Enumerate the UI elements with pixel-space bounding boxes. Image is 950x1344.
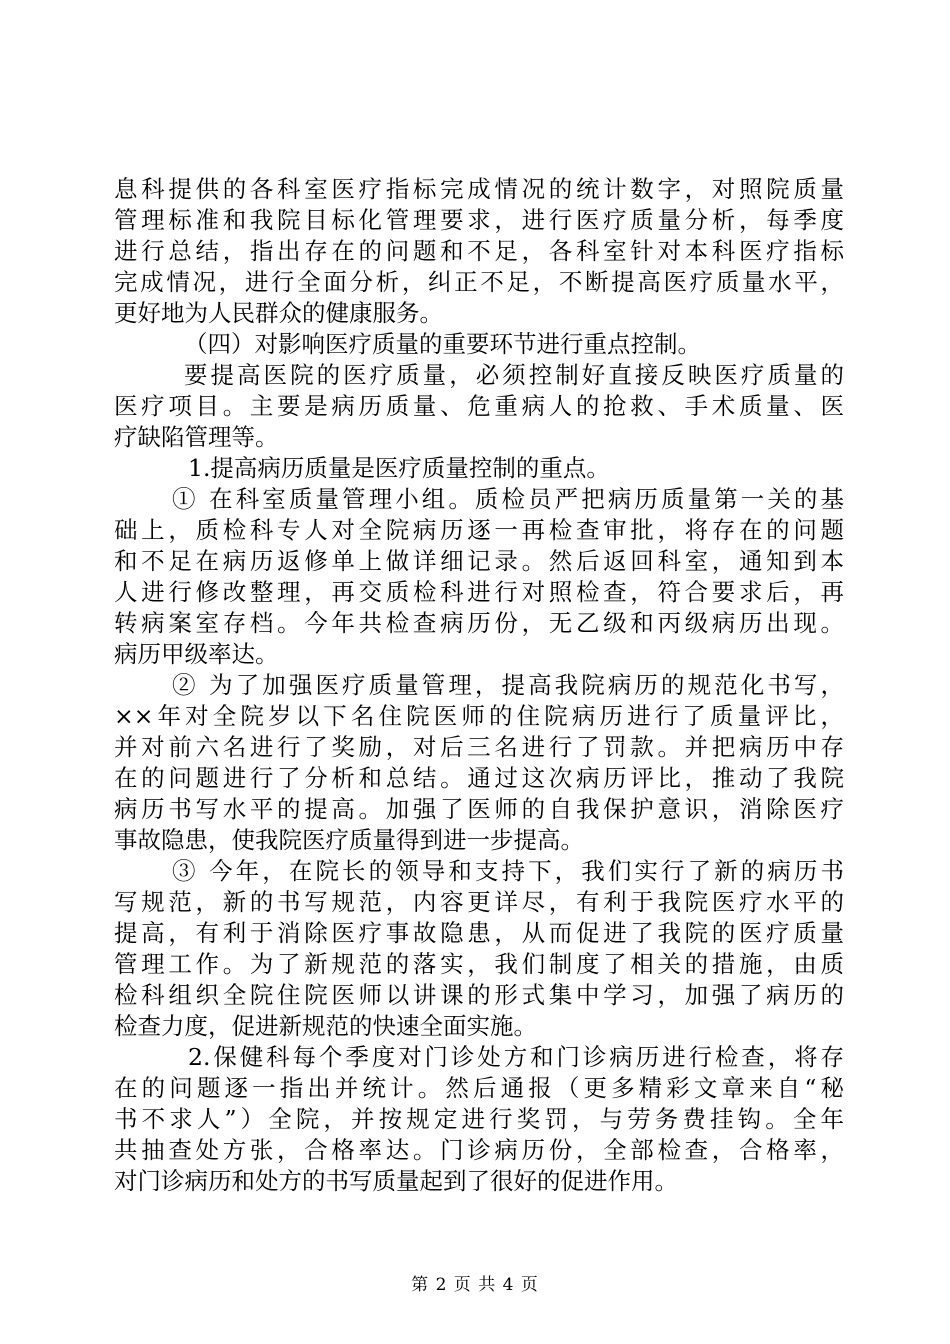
text-line: ③ 今年，在院长的领导和支持下，我们实行了新的病历书 [172,857,844,885]
text-line: 转病案室存档。今年共检查病历份，无乙级和丙级病历出现。 [114,609,844,637]
text-line: ① 在科室质量管理小组。质检员严把病历质量第一关的基 [172,485,844,513]
text-line: 管理工作。为了新规范的落实，我们制度了相关的措施，由质 [114,950,844,978]
text-line: 进行总结，指出存在的问题和不足，各科室针对本科医疗指标 [114,237,844,265]
text-line: 在的问题进行了分析和总结。通过这次病历评比，推动了我院 [114,764,844,792]
text-line: 事故隐患，使我院医疗质量得到进一步提高。 [114,826,584,854]
text-line: ② 为了加强医疗质量管理，提高我院病历的规范化书写， [172,671,844,699]
text-line: 书不求人”）全院，并按规定进行奖罚，与劳务费挂钩。全年 [114,1105,844,1133]
subsection-heading: 1.提高病历质量是医疗质量控制的重点。 [188,454,610,482]
text-line: 息科提供的各科室医疗指标完成情况的统计数字，对照院质量 [114,175,844,203]
body-text [114,174,844,1197]
text-line: 更好地为人民群众的健康服务。 [114,299,443,327]
text-line: 并对前六名进行了奖励，对后三名进行了罚款。并把病历中存 [114,733,844,761]
text-line: 和不足在病历返修单上做详细记录。然后返回科室，通知到本 [114,547,844,575]
text-line: 础上，质检科专人对全院病历逐一再检查审批，将存在的问题 [114,516,844,544]
text-line: 管理标准和我院目标化管理要求，进行医疗质量分析，每季度 [114,206,844,234]
text-line: 在的问题逐一指出并统计。然后通报（更多精彩文章来自“秘 [114,1074,844,1102]
text-line: 检查力度，促进新规范的快速全面实施。 [114,1012,537,1040]
text-line: 对门诊病历和处方的书写质量起到了很好的促进作用。 [114,1167,678,1195]
text-line: 完成情况，进行全面分析，纠正不足，不断提高医疗质量水平， [114,268,844,296]
text-line: 检科组织全院住院医师以讲课的形式集中学习，加强了病历的 [114,981,844,1009]
text-line: 要提高医院的医疗质量，必须控制好直接反映医疗质量的 [184,361,844,389]
text-line: 人进行修改整理，再交质检科进行对照检查，符合要求后，再 [114,578,844,606]
text-line: 病历甲级率达。 [114,640,279,668]
text-line: 共抽查处方张，合格率达。门诊病历份，全部检查，合格率， [114,1136,844,1164]
section-heading: （四）对影响医疗质量的重要环节进行重点控制。 [184,330,701,358]
text-line: 2.保健科每个季度对门诊处方和门诊病历进行检查，将存 [188,1043,844,1071]
text-line: 写规范，新的书写规范，内容更详尽，有利于我院医疗水平的 [114,888,844,916]
text-line: 病历书写水平的提高。加强了医师的自我保护意识，消除医疗 [114,795,844,823]
text-line: ××年对全院岁以下名住院医师的住院病历进行了质量评比， [114,702,844,730]
text-line: 疗缺陷管理等。 [114,423,279,451]
text-line: 医疗项目。主要是病历质量、危重病人的抢救、手术质量、医 [114,392,844,420]
text-line: 提高，有利于消除医疗事故隐患，从而促进了我院的医疗质量 [114,919,844,947]
page-number-footer: 第 2 页 共 4 页 [411,1275,539,1295]
